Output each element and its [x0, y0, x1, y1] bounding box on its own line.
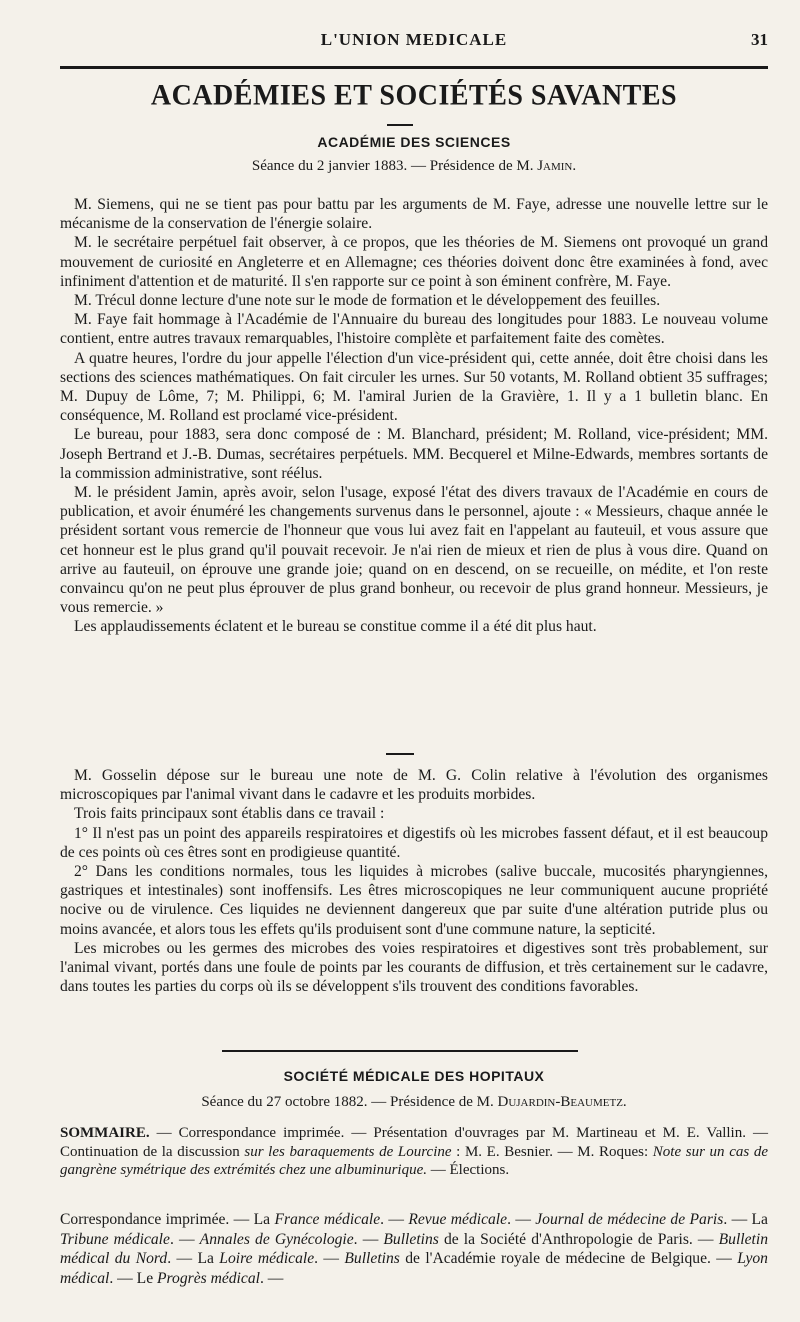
section-title: ACADÉMIES ET SOCIÉTÉS SAVANTES — [150, 79, 678, 112]
paragraph-gosselin: M. Gosselin dépose sur le bureau une note de M. G. Colin relative à l'évolution des organismes microscopiques par l'animal vivant dans le cadavre et les produits morbides. — [60, 767, 768, 804]
corr-journal-8: Loire médicale — [219, 1250, 315, 1267]
corr-text-4: . — La — [723, 1211, 768, 1228]
academy-session-line — [60, 158, 768, 175]
corr-journal-9: Bulletins — [344, 1250, 400, 1267]
society-rule — [222, 1050, 578, 1052]
correspondance-block — [60, 1210, 768, 1288]
corr-journal-1: France médicale — [274, 1211, 381, 1228]
society-president: Dujardin-Beaumetz — [497, 1094, 623, 1110]
corr-text-7: de la Société d'Anthropologie de Paris. — — [438, 1230, 719, 1248]
paragraph-microbes: Les microbes ou les germes des microbes des voies respiratoires et digestives sont très probablement, sur l'animal vivant, portés dans une foule de points par les courants de diffusion, et très certainement sur le cadavre, dans toutes les parties du corps où ils se développent s'ils trouvent des conditions favorables. — [60, 939, 768, 996]
header-rule — [60, 66, 768, 69]
academy-report — [60, 195, 768, 637]
corr-text-8: . — La — [167, 1250, 220, 1267]
sommaire-block — [60, 1124, 768, 1180]
corr-text-6: . — — [353, 1230, 384, 1248]
running-title: L'UNION MEDICALE — [320, 30, 508, 49]
corr-text-2: . — — [380, 1211, 409, 1228]
paragraph-trecul: M. Trécul donne lecture d'une note sur le mode de formation et le développement des feuilles. — [74, 292, 661, 310]
academy-heading: ACADÉMIE DES SCIENCES — [317, 134, 511, 150]
paragraph-faye: M. Faye fait hommage à l'Académie de l'Annuaire du bureau des longitudes pour 1883. Le nouveau volume contient, entre autres travaux remarquables, l'histoire complète et parfaitement faite des comètes. — [60, 311, 768, 348]
sommaire-part-2: : M. E. Besnier. — M. Roques: — [451, 1143, 653, 1160]
corr-text-12: . — — [259, 1269, 284, 1287]
academy-session-prefix: Séance du 2 janvier 1883. — Présidence de M. — [251, 158, 538, 174]
corr-journal-3: Journal de médecine de Paris — [535, 1211, 724, 1228]
sommaire-text — [60, 1124, 768, 1180]
sommaire-part-1: — Correspondance imprimée. — Présentation d'ouvrages par M. Martineau et M. E. Vallin. — Continuation de la discussion — [60, 1125, 768, 1160]
corr-text-10: de l'Académie royale de médecine de Belgique. — — [399, 1250, 738, 1267]
corr-text-5: . — — [169, 1230, 200, 1248]
corr-journal-5: Annales de Gynécologie — [199, 1230, 354, 1248]
paragraph-applause: Les applaudissements éclatent et le bureau se constitue comme il a été dit plus haut. — [74, 618, 597, 636]
corr-journal-2: Revue médicale — [408, 1211, 508, 1228]
paragraph-bureau: Le bureau, pour 1883, sera donc composé de : M. Blanchard, président; M. Rolland, vice-président; MM. Joseph Bertrand et J.-B. Dumas, secrétaires perpétuels. MM. Becquerel et Milne-Edwards, membres sortants de la commission administrative, sont réélus. — [60, 426, 768, 482]
paragraph-jamin-speech: M. le président Jamin, après avoir, selon l'usage, exposé l'état des divers travaux de l'Académie en cours de publication, et avoir énuméré les changements survenus dans le personnel, ajoute : « Messieurs, chaque année le président sortant vous remercie de l'honneur que vous lui avez fait en l'appelant au fauteuil, et vous assure que cet honneur est le plus grand qu'il pouvait recevoir. Je n'ai rien de mieux et rien de plus à vous dire. Quand on arrive au fauteuil, on éprouve une grande joie; quand on en descend, on se recueille, on médite, et l'on reste convaincu qu'on ne peut plus éprouver de plus grand bonheur, ou recevoir de plus grand honneur. Messieurs, je vous remercie. » — [60, 484, 768, 617]
corr-text-1: Correspondance imprimée. — La — [60, 1211, 275, 1228]
paragraph-fait-2: 2° Dans les conditions normales, tous les liquides à microbes (salive buccale, mucosités pharyngiennes, gastriques et intestinales) sont inoffensifs. Les êtres microscopiques ne leur communiquent aucune propriété nocive ou de virulence. Ces liquides ne deviennent dangereux que par suite d'une altération putride plus ou moins avancée, et alors tous les effets qu'ils produisent sont d'une commune nature, la septicité. — [60, 863, 768, 938]
corr-journal-7: Bulletin médical du Nord — [60, 1230, 768, 1267]
running-head — [60, 30, 768, 54]
sommaire-part-2-italic: Note sur un cas de gangrène symétrique des extrémités chez une albuminurique. — [60, 1143, 768, 1178]
sommaire-part-3: — Élections. — [427, 1162, 510, 1178]
sommaire-label: SOMMAIRE. — [60, 1125, 150, 1141]
corr-journal-6: Bulletins — [383, 1230, 439, 1248]
society-session-prefix: Séance du 27 octobre 1882. — Présidence de M. — [201, 1094, 498, 1110]
society-session-line — [60, 1094, 768, 1111]
paragraph-secretaire: M. le secrétaire perpétuel fait observer, à ce propos, que les théories de M. Siemens ont provoqué un grand mouvement de curiosité en Angleterre et en Allemagne; ces théories doivent donc être examinées à fond, avec infiniment d'attention et de maturité. Il s'en rapporte sur ce point à son éminent confrère, M. Faye. — [60, 234, 768, 290]
gosselin-report — [60, 766, 768, 996]
academy-session-suffix: . — [572, 158, 577, 174]
corr-journal-4: Tribune médicale — [60, 1230, 170, 1248]
paragraph-fait-1: 1° Il n'est pas un point des appareils respiratoires et digestifs où les microbes fassent défaut, et il est beaucoup de ces points où ces êtres sont en prodigieuse quantité. — [60, 824, 768, 861]
correspondance-text — [60, 1210, 768, 1288]
paragraph-siemens: M. Siemens, qui ne se tient pas pour battu par les arguments de M. Faye, adresse une nouvelle lettre sur le mécanisme de la conservation de l'énergie solaire. — [60, 196, 768, 233]
corr-text-3: . — — [507, 1211, 536, 1228]
paragraph-trois-faits: Trois faits principaux sont établis dans ce travail : — [74, 805, 385, 823]
corr-text-11: . — Le — [109, 1269, 158, 1287]
corr-text-9: . — — [314, 1250, 345, 1267]
society-session-suffix: . — [622, 1094, 627, 1110]
page-number: 31 — [751, 30, 768, 49]
sommaire-part-1-italic: sur les baraquements de Lourcine — [244, 1143, 452, 1160]
corr-journal-11: Progrès médical — [157, 1269, 260, 1287]
society-heading: SOCIÉTÉ MÉDICALE DES HOPITAUX — [283, 1068, 545, 1084]
academy-president: Jamin — [537, 158, 573, 174]
separator-dash — [386, 753, 414, 755]
section-title-rule — [387, 124, 413, 126]
corr-journal-10: Lyon médical — [60, 1250, 768, 1287]
paragraph-election: A quatre heures, l'ordre du jour appelle l'élection d'un vice-président qui, cette année, doit être choisi dans les sections des sciences mathématiques. On fait circuler les urnes. Sur 50 votants, M. Rolland obtient 35 suffrages; M. Dupuy de Lôme, 7; M. Philippi, 6; M. l'amiral Jurien de la Gravière, 1. Il y a 1 bulletin blanc. En conséquence, M. Rolland est proclamé vice-président. — [60, 349, 768, 425]
